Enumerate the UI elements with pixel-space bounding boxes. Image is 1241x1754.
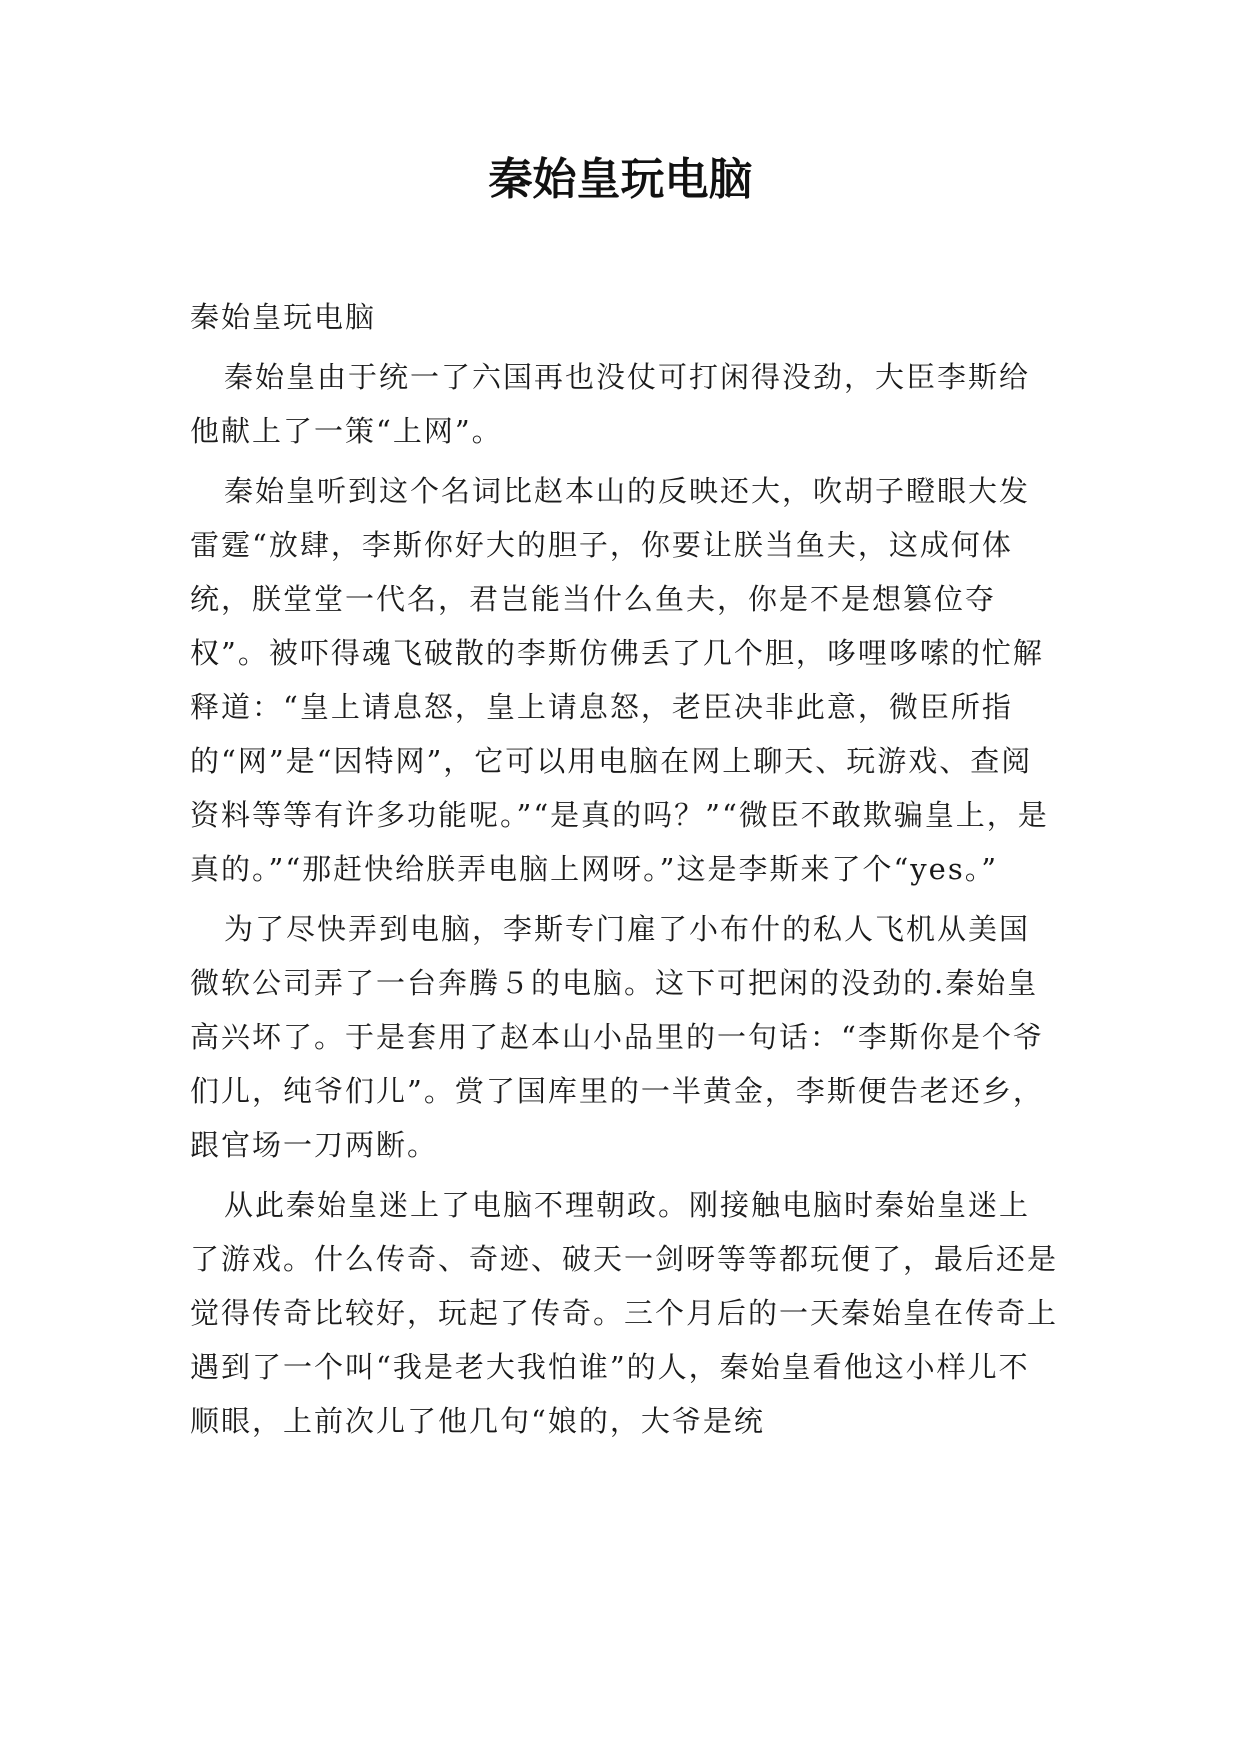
document-title: 秦始皇玩电脑 (488, 154, 753, 205)
paragraph-3: 为了尽快弄到电脑，李斯专门雇了小布什的私人飞机从美国微软公司弄了一台奔腾５的电脑。这下可把闲的没劲的.秦始皇高兴坏了。于是套用了赵本山小品里的一句话：“李斯你是个爷们儿，纯爷们儿”。赏了国库里的一半黄金，李斯便告老还乡，跟官场一刀两断。 (190, 912, 1044, 1162)
document-body (190, 290, 1060, 1454)
document-subtitle: 秦始皇玩电脑 (190, 300, 377, 334)
paragraph-4: 从此秦始皇迷上了电脑不理朝政。刚接触电脑时秦始皇迷上了游戏。什么传奇、奇迹、破天一剑呀等等都玩便了，最后还是觉得传奇比较好，玩起了传奇。三个月后的一天秦始皇在传奇上遇到了一个叫“我是老大我怕谁”的人，秦始皇看他这小样儿不顺眼，上前次儿了他几句“娘的，大爷是统 (190, 1188, 1059, 1438)
paragraph-1: 秦始皇由于统一了六国再也没仗可打闲得没劲，大臣李斯给他献上了一策“上网”。 (190, 360, 1031, 448)
paragraph-2: 秦始皇听到这个名词比赵本山的反映还大，吹胡子瞪眼大发雷霆“放肆，李斯你好大的胆子，你要让朕当鱼夫，这成何体统，朕堂堂一代名，君岂能当什么鱼夫，你是不是想篡位夺权”。被吓得魂飞破散的李斯仿佛丢了几个胆，哆哩哆嗦的忙解释道：“皇上请息怒，皇上请息怒，老臣决非此意，微臣所指的“网”是“因特网”，它可以用电脑在网上聊天、玩游戏、查阅资料等等有许多功能呢。”“是真的吗？”“微臣不敢欺骗皇上，是真的。”“那赶快给朕弄电脑上网呀。”这是李斯来了个“yes。” (190, 474, 1049, 886)
